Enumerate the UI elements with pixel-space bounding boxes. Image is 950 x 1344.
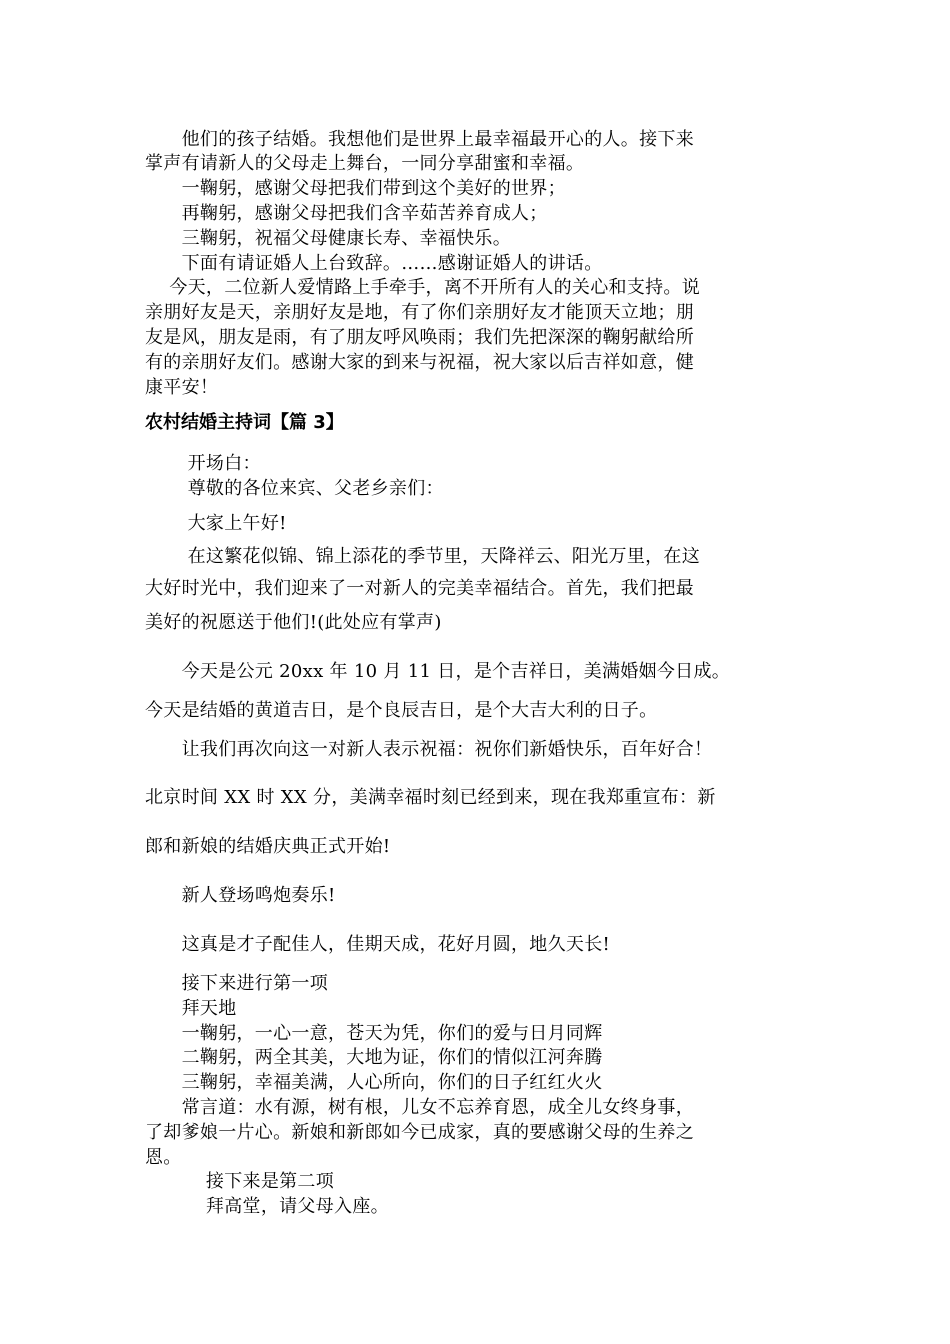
- paragraph-line: 了却爹娘一片心。新娘和新郎如今已成家，真的要感谢父母的生养之: [145, 1122, 694, 1143]
- paragraph-line: 再鞠躬，感谢父母把我们含辛茹苦养育成人；: [145, 203, 548, 224]
- paragraph-line: 郎和新娘的结婚庆典正式开始!: [145, 836, 391, 857]
- paragraph-line: 今天是公元 20xx 年 10 月 11 日，是个吉祥日，美满婚姻今日成。: [145, 661, 731, 682]
- paragraph-line: 友是风，朋友是雨，有了朋友呼风唤雨；我们先把深深的鞠躬献给所: [145, 327, 694, 348]
- paragraph-line: 美好的祝愿送于他们!(此处应有掌声): [145, 612, 442, 633]
- section-heading: 农村结婚主持词【篇 3】: [145, 412, 344, 433]
- paragraph-line: 他们的孩子结婚。我想他们是世界上最幸福最开心的人。接下来: [145, 129, 694, 150]
- paragraph-line: 亲朋好友是天，亲朋好友是地，有了你们亲朋好友才能顶天立地；朋: [145, 302, 694, 323]
- paragraph-line: 拜天地: [145, 998, 237, 1019]
- paragraph-line: 二鞠躬，两全其美，大地为证，你们的情似江河奔腾: [145, 1047, 603, 1068]
- paragraph-line: 下面有请证婚人上台致辞。……感谢证婚人的讲话。: [145, 253, 603, 274]
- paragraph-line: 康平安！: [145, 377, 219, 398]
- paragraph-line: 今天，二位新人爱情路上手牵手，离不开所有人的关心和支持。说: [145, 277, 701, 298]
- paragraph-line: 开场白：: [145, 453, 261, 474]
- paragraph-line: 大好时光中，我们迎来了一对新人的完美幸福结合。首先，我们把最: [145, 578, 694, 599]
- paragraph-line: 恩。: [145, 1147, 182, 1168]
- paragraph-line: 常言道：水有源，树有根，儿女不忘养育恩，成全儿女终身事，: [145, 1097, 694, 1118]
- paragraph-line: 一鞠躬，感谢父母把我们带到这个美好的世界；: [145, 178, 566, 199]
- paragraph-line: 接下来是第二项: [145, 1171, 335, 1192]
- paragraph-line: 拜高堂，请父母入座。: [145, 1196, 389, 1217]
- paragraph-line: 新人登场鸣炮奏乐!: [145, 885, 336, 906]
- paragraph-line: 北京时间 XX 时 XX 分，美满幸福时刻已经到来，现在我郑重宣布：新: [145, 787, 716, 808]
- paragraph-line: 这真是才子配佳人，佳期天成，花好月圆，地久天长!: [145, 934, 611, 955]
- paragraph-line: 有的亲朋好友们。感谢大家的到来与祝福，祝大家以后吉祥如意，健: [145, 352, 694, 373]
- paragraph-line: 接下来进行第一项: [145, 973, 328, 994]
- paragraph-line: 三鞠躬，幸福美满，人心所向，你们的日子红红火火: [145, 1072, 603, 1093]
- paragraph-line: 让我们再次向这一对新人表示祝福：祝你们新婚快乐，百年好合！: [145, 739, 713, 760]
- paragraph-line: 在这繁花似锦、锦上添花的季节里，天降祥云、阳光万里，在这: [145, 546, 701, 567]
- paragraph-line: 大家上午好!: [145, 513, 287, 534]
- paragraph-line: 今天是结婚的黄道吉日，是个良辰吉日，是个大吉大利的日子。: [145, 700, 658, 721]
- paragraph-line: 掌声有请新人的父母走上舞台，一同分享甜蜜和幸福。: [145, 153, 585, 174]
- paragraph-line: 一鞠躬，一心一意，苍天为凭，你们的爱与日月同辉: [145, 1023, 603, 1044]
- paragraph-line: 三鞠躬，祝福父母健康长寿、幸福快乐。: [145, 228, 511, 249]
- paragraph-line: 尊敬的各位来宾、父老乡亲们：: [145, 478, 444, 499]
